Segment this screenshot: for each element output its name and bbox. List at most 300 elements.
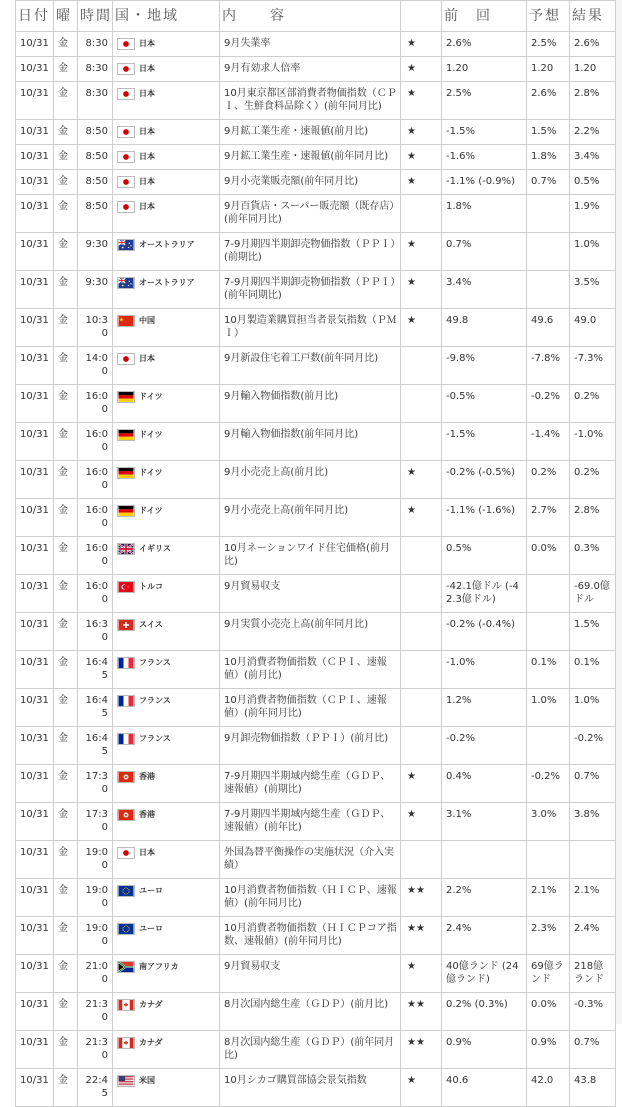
cell-date: 10/31 bbox=[16, 82, 54, 120]
cell-result: -0.2% bbox=[570, 727, 616, 765]
cell-previous: -1.5% bbox=[442, 120, 527, 145]
cell-forecast: 2.5% bbox=[527, 32, 570, 57]
cell-weekday: 金 bbox=[54, 271, 78, 309]
cell-weekday: 金 bbox=[54, 651, 78, 689]
cell-previous: 2.4% bbox=[442, 917, 527, 955]
cell-country bbox=[113, 841, 220, 879]
table-row bbox=[16, 347, 616, 385]
cell-forecast: 0.7% bbox=[527, 170, 570, 195]
table-row bbox=[16, 613, 616, 651]
country-name: カナダ bbox=[139, 1000, 163, 1009]
country-name: 日本 bbox=[139, 39, 155, 48]
table-row bbox=[16, 385, 616, 423]
cell-importance: ★★ bbox=[401, 879, 442, 917]
country-name: トルコ bbox=[139, 582, 163, 591]
cell-result: 0.7% bbox=[570, 765, 616, 803]
cell-weekday: 金 bbox=[54, 917, 78, 955]
table-row bbox=[16, 1069, 616, 1107]
cell-result: -69.0億ドル bbox=[570, 575, 616, 613]
cell-importance bbox=[401, 385, 442, 423]
country-name: ドイツ bbox=[139, 430, 163, 439]
country-name: 日本 bbox=[139, 89, 155, 98]
flag-hk-icon bbox=[117, 809, 135, 821]
cell-weekday: 金 bbox=[54, 1031, 78, 1069]
table-row bbox=[16, 195, 616, 233]
cell-result: 2.8% bbox=[570, 499, 616, 537]
cell-weekday: 金 bbox=[54, 575, 78, 613]
cell-forecast: 1.8% bbox=[527, 145, 570, 170]
cell-time: 19:00 bbox=[78, 841, 113, 879]
cell-event: 9月輸入物価指数(前月比) bbox=[220, 385, 401, 423]
flag-eu-icon bbox=[117, 923, 135, 935]
cell-previous: -1.6% bbox=[442, 145, 527, 170]
country-name: ユーロ bbox=[139, 886, 163, 895]
cell-previous: -0.5% bbox=[442, 385, 527, 423]
cell-event: 10月シカゴ購買部協会景気指数 bbox=[220, 1069, 401, 1107]
cell-importance bbox=[401, 727, 442, 765]
flag-tr-icon bbox=[117, 581, 135, 593]
cell-event: 7-9月期四半期卸売物価指数（ＰＰＩ）(前期比) bbox=[220, 233, 401, 271]
cell-forecast bbox=[527, 195, 570, 233]
table-row bbox=[16, 575, 616, 613]
cell-weekday: 金 bbox=[54, 145, 78, 170]
header-weekday: 曜 bbox=[54, 1, 78, 32]
cell-importance bbox=[401, 575, 442, 613]
cell-importance: ★ bbox=[401, 955, 442, 993]
cell-country bbox=[113, 385, 220, 423]
cell-date: 10/31 bbox=[16, 879, 54, 917]
cell-previous: -9.8% bbox=[442, 347, 527, 385]
cell-time: 8:30 bbox=[78, 32, 113, 57]
country-name: 南アフリカ bbox=[139, 962, 179, 971]
cell-time: 16:00 bbox=[78, 575, 113, 613]
cell-time: 22:45 bbox=[78, 1069, 113, 1107]
cell-event: 10月消費者物価指数（ＨＩＣＰコア指数、速報値）(前年同月比) bbox=[220, 917, 401, 955]
cell-event: 9月鉱工業生産・速報値(前年同月比) bbox=[220, 145, 401, 170]
cell-time: 16:45 bbox=[78, 727, 113, 765]
flag-fr-icon bbox=[117, 733, 135, 745]
header-result: 結果 bbox=[570, 1, 616, 32]
cell-forecast: 2.7% bbox=[527, 499, 570, 537]
cell-country bbox=[113, 32, 220, 57]
cell-previous: 1.8% bbox=[442, 195, 527, 233]
flag-fr-icon bbox=[117, 695, 135, 707]
cell-weekday: 金 bbox=[54, 727, 78, 765]
cell-time: 8:50 bbox=[78, 145, 113, 170]
cell-importance bbox=[401, 613, 442, 651]
cell-forecast: 0.0% bbox=[527, 537, 570, 575]
cell-time: 16:00 bbox=[78, 461, 113, 499]
cell-date: 10/31 bbox=[16, 1031, 54, 1069]
cell-country bbox=[113, 423, 220, 461]
flag-au-icon bbox=[117, 239, 135, 251]
cell-previous: -0.2% bbox=[442, 727, 527, 765]
flag-cn-icon bbox=[117, 315, 135, 327]
cell-importance: ★ bbox=[401, 803, 442, 841]
header-time: 時間 bbox=[78, 1, 113, 32]
cell-importance: ★★ bbox=[401, 993, 442, 1031]
flag-jp-icon bbox=[117, 151, 135, 163]
cell-weekday: 金 bbox=[54, 689, 78, 727]
flag-de-icon bbox=[117, 391, 135, 403]
cell-date: 10/31 bbox=[16, 613, 54, 651]
cell-time: 8:50 bbox=[78, 195, 113, 233]
header-importance bbox=[401, 1, 442, 32]
cell-date: 10/31 bbox=[16, 423, 54, 461]
cell-event: 9月貿易収支 bbox=[220, 575, 401, 613]
cell-forecast: 0.1% bbox=[527, 651, 570, 689]
cell-importance: ★ bbox=[401, 461, 442, 499]
cell-importance: ★ bbox=[401, 145, 442, 170]
cell-date: 10/31 bbox=[16, 727, 54, 765]
table-row bbox=[16, 841, 616, 879]
cell-weekday: 金 bbox=[54, 955, 78, 993]
country-name: 日本 bbox=[139, 127, 155, 136]
cell-country bbox=[113, 120, 220, 145]
cell-event: 8月次国内総生産（ＧＤＰ）(前月比) bbox=[220, 993, 401, 1031]
header-content: 内 容 bbox=[220, 1, 401, 32]
cell-result bbox=[570, 841, 616, 879]
cell-weekday: 金 bbox=[54, 1069, 78, 1107]
table-row bbox=[16, 145, 616, 170]
cell-country bbox=[113, 170, 220, 195]
cell-result: 49.0 bbox=[570, 309, 616, 347]
cell-weekday: 金 bbox=[54, 32, 78, 57]
cell-country bbox=[113, 803, 220, 841]
cell-result: -1.0% bbox=[570, 423, 616, 461]
cell-weekday: 金 bbox=[54, 803, 78, 841]
header-row bbox=[16, 1, 616, 32]
cell-forecast: 2.1% bbox=[527, 879, 570, 917]
cell-event: 9月新設住宅着工戸数(前年同月比) bbox=[220, 347, 401, 385]
country-name: カナダ bbox=[139, 1038, 163, 1047]
table-row bbox=[16, 537, 616, 575]
cell-event: 9月実質小売売上高(前年同月比) bbox=[220, 613, 401, 651]
cell-result: 1.5% bbox=[570, 613, 616, 651]
cell-forecast: 0.0% bbox=[527, 993, 570, 1031]
country-name: 日本 bbox=[139, 202, 155, 211]
country-name: 米国 bbox=[139, 1076, 155, 1085]
cell-time: 16:00 bbox=[78, 385, 113, 423]
country-name: 香港 bbox=[139, 810, 155, 819]
economic-calendar-table bbox=[15, 0, 616, 1107]
cell-country bbox=[113, 993, 220, 1031]
cell-country bbox=[113, 309, 220, 347]
cell-country bbox=[113, 917, 220, 955]
cell-time: 17:30 bbox=[78, 765, 113, 803]
cell-weekday: 金 bbox=[54, 613, 78, 651]
flag-ca-icon bbox=[117, 1037, 135, 1049]
cell-previous: 49.8 bbox=[442, 309, 527, 347]
table-row bbox=[16, 120, 616, 145]
flag-jp-icon bbox=[117, 38, 135, 50]
cell-country bbox=[113, 613, 220, 651]
cell-date: 10/31 bbox=[16, 347, 54, 385]
cell-result: 3.5% bbox=[570, 271, 616, 309]
country-name: フランス bbox=[139, 696, 171, 705]
flag-ca-icon bbox=[117, 999, 135, 1011]
cell-event: 10月ネーションワイド住宅価格(前月比) bbox=[220, 537, 401, 575]
flag-za-icon bbox=[117, 961, 135, 973]
table-row bbox=[16, 689, 616, 727]
cell-importance: ★★ bbox=[401, 917, 442, 955]
cell-result: 0.2% bbox=[570, 461, 616, 499]
cell-event: 9月小売売上高(前月比) bbox=[220, 461, 401, 499]
calendar-container bbox=[15, 0, 615, 1107]
cell-importance bbox=[401, 841, 442, 879]
flag-de-icon bbox=[117, 467, 135, 479]
flag-jp-icon bbox=[117, 63, 135, 75]
cell-result: 218億ランド bbox=[570, 955, 616, 993]
cell-time: 16:45 bbox=[78, 689, 113, 727]
cell-importance bbox=[401, 651, 442, 689]
cell-importance: ★ bbox=[401, 57, 442, 82]
cell-forecast: -0.2% bbox=[527, 765, 570, 803]
cell-date: 10/31 bbox=[16, 575, 54, 613]
cell-previous: -0.2% (-0.5%) bbox=[442, 461, 527, 499]
cell-importance bbox=[401, 423, 442, 461]
cell-previous: -1.1% (-1.6%) bbox=[442, 499, 527, 537]
cell-weekday: 金 bbox=[54, 82, 78, 120]
cell-forecast: 0.2% bbox=[527, 461, 570, 499]
cell-weekday: 金 bbox=[54, 347, 78, 385]
country-name: フランス bbox=[139, 658, 171, 667]
cell-time: 10:30 bbox=[78, 309, 113, 347]
cell-importance bbox=[401, 537, 442, 575]
flag-jp-icon bbox=[117, 88, 135, 100]
table-row bbox=[16, 955, 616, 993]
cell-event: 7-9月期四半期域内総生産（ＧＤＰ、速報値）(前年比) bbox=[220, 803, 401, 841]
cell-date: 10/31 bbox=[16, 385, 54, 423]
table-row bbox=[16, 727, 616, 765]
cell-forecast: 3.0% bbox=[527, 803, 570, 841]
cell-weekday: 金 bbox=[54, 309, 78, 347]
cell-forecast: -0.2% bbox=[527, 385, 570, 423]
cell-country bbox=[113, 233, 220, 271]
flag-jp-icon bbox=[117, 176, 135, 188]
cell-previous: -42.1億ドル (-42.3億ドル) bbox=[442, 575, 527, 613]
cell-country bbox=[113, 347, 220, 385]
country-name: イギリス bbox=[139, 544, 171, 553]
country-name: ドイツ bbox=[139, 506, 163, 515]
cell-forecast: -1.4% bbox=[527, 423, 570, 461]
cell-date: 10/31 bbox=[16, 651, 54, 689]
cell-time: 8:30 bbox=[78, 57, 113, 82]
cell-country bbox=[113, 1031, 220, 1069]
cell-event: 10月製造業購買担当者景気指数（ＰＭＩ） bbox=[220, 309, 401, 347]
cell-date: 10/31 bbox=[16, 145, 54, 170]
calendar-body bbox=[16, 32, 616, 1107]
cell-time: 21:30 bbox=[78, 993, 113, 1031]
cell-weekday: 金 bbox=[54, 537, 78, 575]
cell-weekday: 金 bbox=[54, 499, 78, 537]
cell-result: 2.6% bbox=[570, 32, 616, 57]
cell-event: 9月小売業販売額(前年同月比) bbox=[220, 170, 401, 195]
cell-country bbox=[113, 727, 220, 765]
cell-date: 10/31 bbox=[16, 537, 54, 575]
cell-importance: ★ bbox=[401, 309, 442, 347]
cell-result: 1.20 bbox=[570, 57, 616, 82]
cell-importance: ★ bbox=[401, 1069, 442, 1107]
cell-forecast: 1.0% bbox=[527, 689, 570, 727]
cell-country bbox=[113, 575, 220, 613]
flag-gb-icon bbox=[117, 543, 135, 555]
cell-previous: 40.6 bbox=[442, 1069, 527, 1107]
cell-importance: ★ bbox=[401, 120, 442, 145]
cell-weekday: 金 bbox=[54, 993, 78, 1031]
flag-hk-icon bbox=[117, 771, 135, 783]
header-previous: 前 回 bbox=[442, 1, 527, 32]
country-name: 日本 bbox=[139, 177, 155, 186]
cell-forecast: 1.5% bbox=[527, 120, 570, 145]
cell-weekday: 金 bbox=[54, 233, 78, 271]
page-edge bbox=[616, 0, 622, 1024]
cell-time: 16:00 bbox=[78, 499, 113, 537]
cell-weekday: 金 bbox=[54, 879, 78, 917]
flag-ch-icon bbox=[117, 619, 135, 631]
header-date: 日付 bbox=[16, 1, 54, 32]
country-name: 香港 bbox=[139, 772, 155, 781]
cell-country bbox=[113, 57, 220, 82]
cell-weekday: 金 bbox=[54, 765, 78, 803]
cell-date: 10/31 bbox=[16, 271, 54, 309]
table-row bbox=[16, 499, 616, 537]
cell-result: 0.5% bbox=[570, 170, 616, 195]
cell-time: 9:30 bbox=[78, 233, 113, 271]
cell-previous: -1.5% bbox=[442, 423, 527, 461]
cell-date: 10/31 bbox=[16, 461, 54, 499]
cell-country bbox=[113, 271, 220, 309]
cell-forecast bbox=[527, 613, 570, 651]
cell-result: 0.2% bbox=[570, 385, 616, 423]
cell-event: 9月卸売物価指数（ＰＰＩ）(前月比) bbox=[220, 727, 401, 765]
cell-forecast: 69億ランド bbox=[527, 955, 570, 993]
cell-time: 19:00 bbox=[78, 917, 113, 955]
cell-time: 19:00 bbox=[78, 879, 113, 917]
cell-country bbox=[113, 461, 220, 499]
table-row bbox=[16, 461, 616, 499]
cell-previous: 0.4% bbox=[442, 765, 527, 803]
cell-time: 8:50 bbox=[78, 120, 113, 145]
cell-event: 9月鉱工業生産・速報値(前月比) bbox=[220, 120, 401, 145]
country-name: オーストラリア bbox=[139, 240, 195, 249]
cell-event: 9月貿易収支 bbox=[220, 955, 401, 993]
cell-previous: 40億ランド (24億ランド) bbox=[442, 955, 527, 993]
cell-time: 16:30 bbox=[78, 613, 113, 651]
cell-result: 3.4% bbox=[570, 145, 616, 170]
cell-result: 0.7% bbox=[570, 1031, 616, 1069]
table-row bbox=[16, 765, 616, 803]
cell-date: 10/31 bbox=[16, 689, 54, 727]
cell-previous: 2.6% bbox=[442, 32, 527, 57]
table-row bbox=[16, 1031, 616, 1069]
cell-weekday: 金 bbox=[54, 57, 78, 82]
cell-date: 10/31 bbox=[16, 309, 54, 347]
table-row bbox=[16, 917, 616, 955]
cell-weekday: 金 bbox=[54, 461, 78, 499]
flag-fr-icon bbox=[117, 657, 135, 669]
cell-importance: ★ bbox=[401, 170, 442, 195]
cell-time: 8:50 bbox=[78, 170, 113, 195]
cell-date: 10/31 bbox=[16, 170, 54, 195]
cell-time: 21:00 bbox=[78, 955, 113, 993]
cell-event: 10月消費者物価指数（ＣＰＩ、速報値）(前月比) bbox=[220, 651, 401, 689]
cell-weekday: 金 bbox=[54, 120, 78, 145]
cell-date: 10/31 bbox=[16, 57, 54, 82]
table-row bbox=[16, 993, 616, 1031]
cell-event: 9月小売売上高(前年同月比) bbox=[220, 499, 401, 537]
cell-previous: 3.1% bbox=[442, 803, 527, 841]
country-name: ドイツ bbox=[139, 468, 163, 477]
cell-event: 外国為替平衡操作の実施状況（介入実績） bbox=[220, 841, 401, 879]
cell-importance: ★ bbox=[401, 499, 442, 537]
cell-result: 43.8 bbox=[570, 1069, 616, 1107]
cell-country bbox=[113, 879, 220, 917]
cell-date: 10/31 bbox=[16, 233, 54, 271]
flag-jp-icon bbox=[117, 201, 135, 213]
cell-country bbox=[113, 651, 220, 689]
cell-forecast: 42.0 bbox=[527, 1069, 570, 1107]
cell-weekday: 金 bbox=[54, 841, 78, 879]
country-name: ユーロ bbox=[139, 924, 163, 933]
cell-date: 10/31 bbox=[16, 195, 54, 233]
cell-importance: ★★ bbox=[401, 1031, 442, 1069]
cell-time: 16:00 bbox=[78, 537, 113, 575]
cell-result: 1.0% bbox=[570, 689, 616, 727]
cell-previous: 1.2% bbox=[442, 689, 527, 727]
country-name: 日本 bbox=[139, 152, 155, 161]
cell-time: 8:30 bbox=[78, 82, 113, 120]
cell-forecast: -7.8% bbox=[527, 347, 570, 385]
country-name: 中国 bbox=[139, 316, 155, 325]
cell-date: 10/31 bbox=[16, 120, 54, 145]
flag-jp-icon bbox=[117, 126, 135, 138]
cell-previous: 0.5% bbox=[442, 537, 527, 575]
cell-country bbox=[113, 765, 220, 803]
cell-previous: -1.1% (-0.9%) bbox=[442, 170, 527, 195]
cell-importance: ★ bbox=[401, 32, 442, 57]
cell-date: 10/31 bbox=[16, 32, 54, 57]
cell-event: 7-9月期四半期卸売物価指数（ＰＰＩ）(前年同期比) bbox=[220, 271, 401, 309]
table-row bbox=[16, 423, 616, 461]
cell-country bbox=[113, 195, 220, 233]
cell-result: 0.1% bbox=[570, 651, 616, 689]
country-name: フランス bbox=[139, 734, 171, 743]
cell-previous: 0.2% (0.3%) bbox=[442, 993, 527, 1031]
country-name: 日本 bbox=[139, 64, 155, 73]
country-name: 日本 bbox=[139, 354, 155, 363]
table-row bbox=[16, 271, 616, 309]
cell-forecast: 0.9% bbox=[527, 1031, 570, 1069]
cell-time: 16:45 bbox=[78, 651, 113, 689]
cell-previous: -1.0% bbox=[442, 651, 527, 689]
cell-importance bbox=[401, 689, 442, 727]
table-row bbox=[16, 57, 616, 82]
country-name: スイス bbox=[139, 620, 163, 629]
cell-date: 10/31 bbox=[16, 803, 54, 841]
cell-forecast bbox=[527, 727, 570, 765]
cell-event: 10月消費者物価指数（ＨＩＣＰ、速報値）(前年同月比) bbox=[220, 879, 401, 917]
cell-event: 10月東京都区部消費者物価指数（ＣＰＩ、生鮮食料品除く）(前年同月比) bbox=[220, 82, 401, 120]
cell-country bbox=[113, 82, 220, 120]
cell-previous bbox=[442, 841, 527, 879]
table-row bbox=[16, 32, 616, 57]
cell-country bbox=[113, 689, 220, 727]
header-forecast: 予想 bbox=[527, 1, 570, 32]
cell-date: 10/31 bbox=[16, 1069, 54, 1107]
cell-event: 9月輸入物価指数(前年同月比) bbox=[220, 423, 401, 461]
cell-country bbox=[113, 537, 220, 575]
